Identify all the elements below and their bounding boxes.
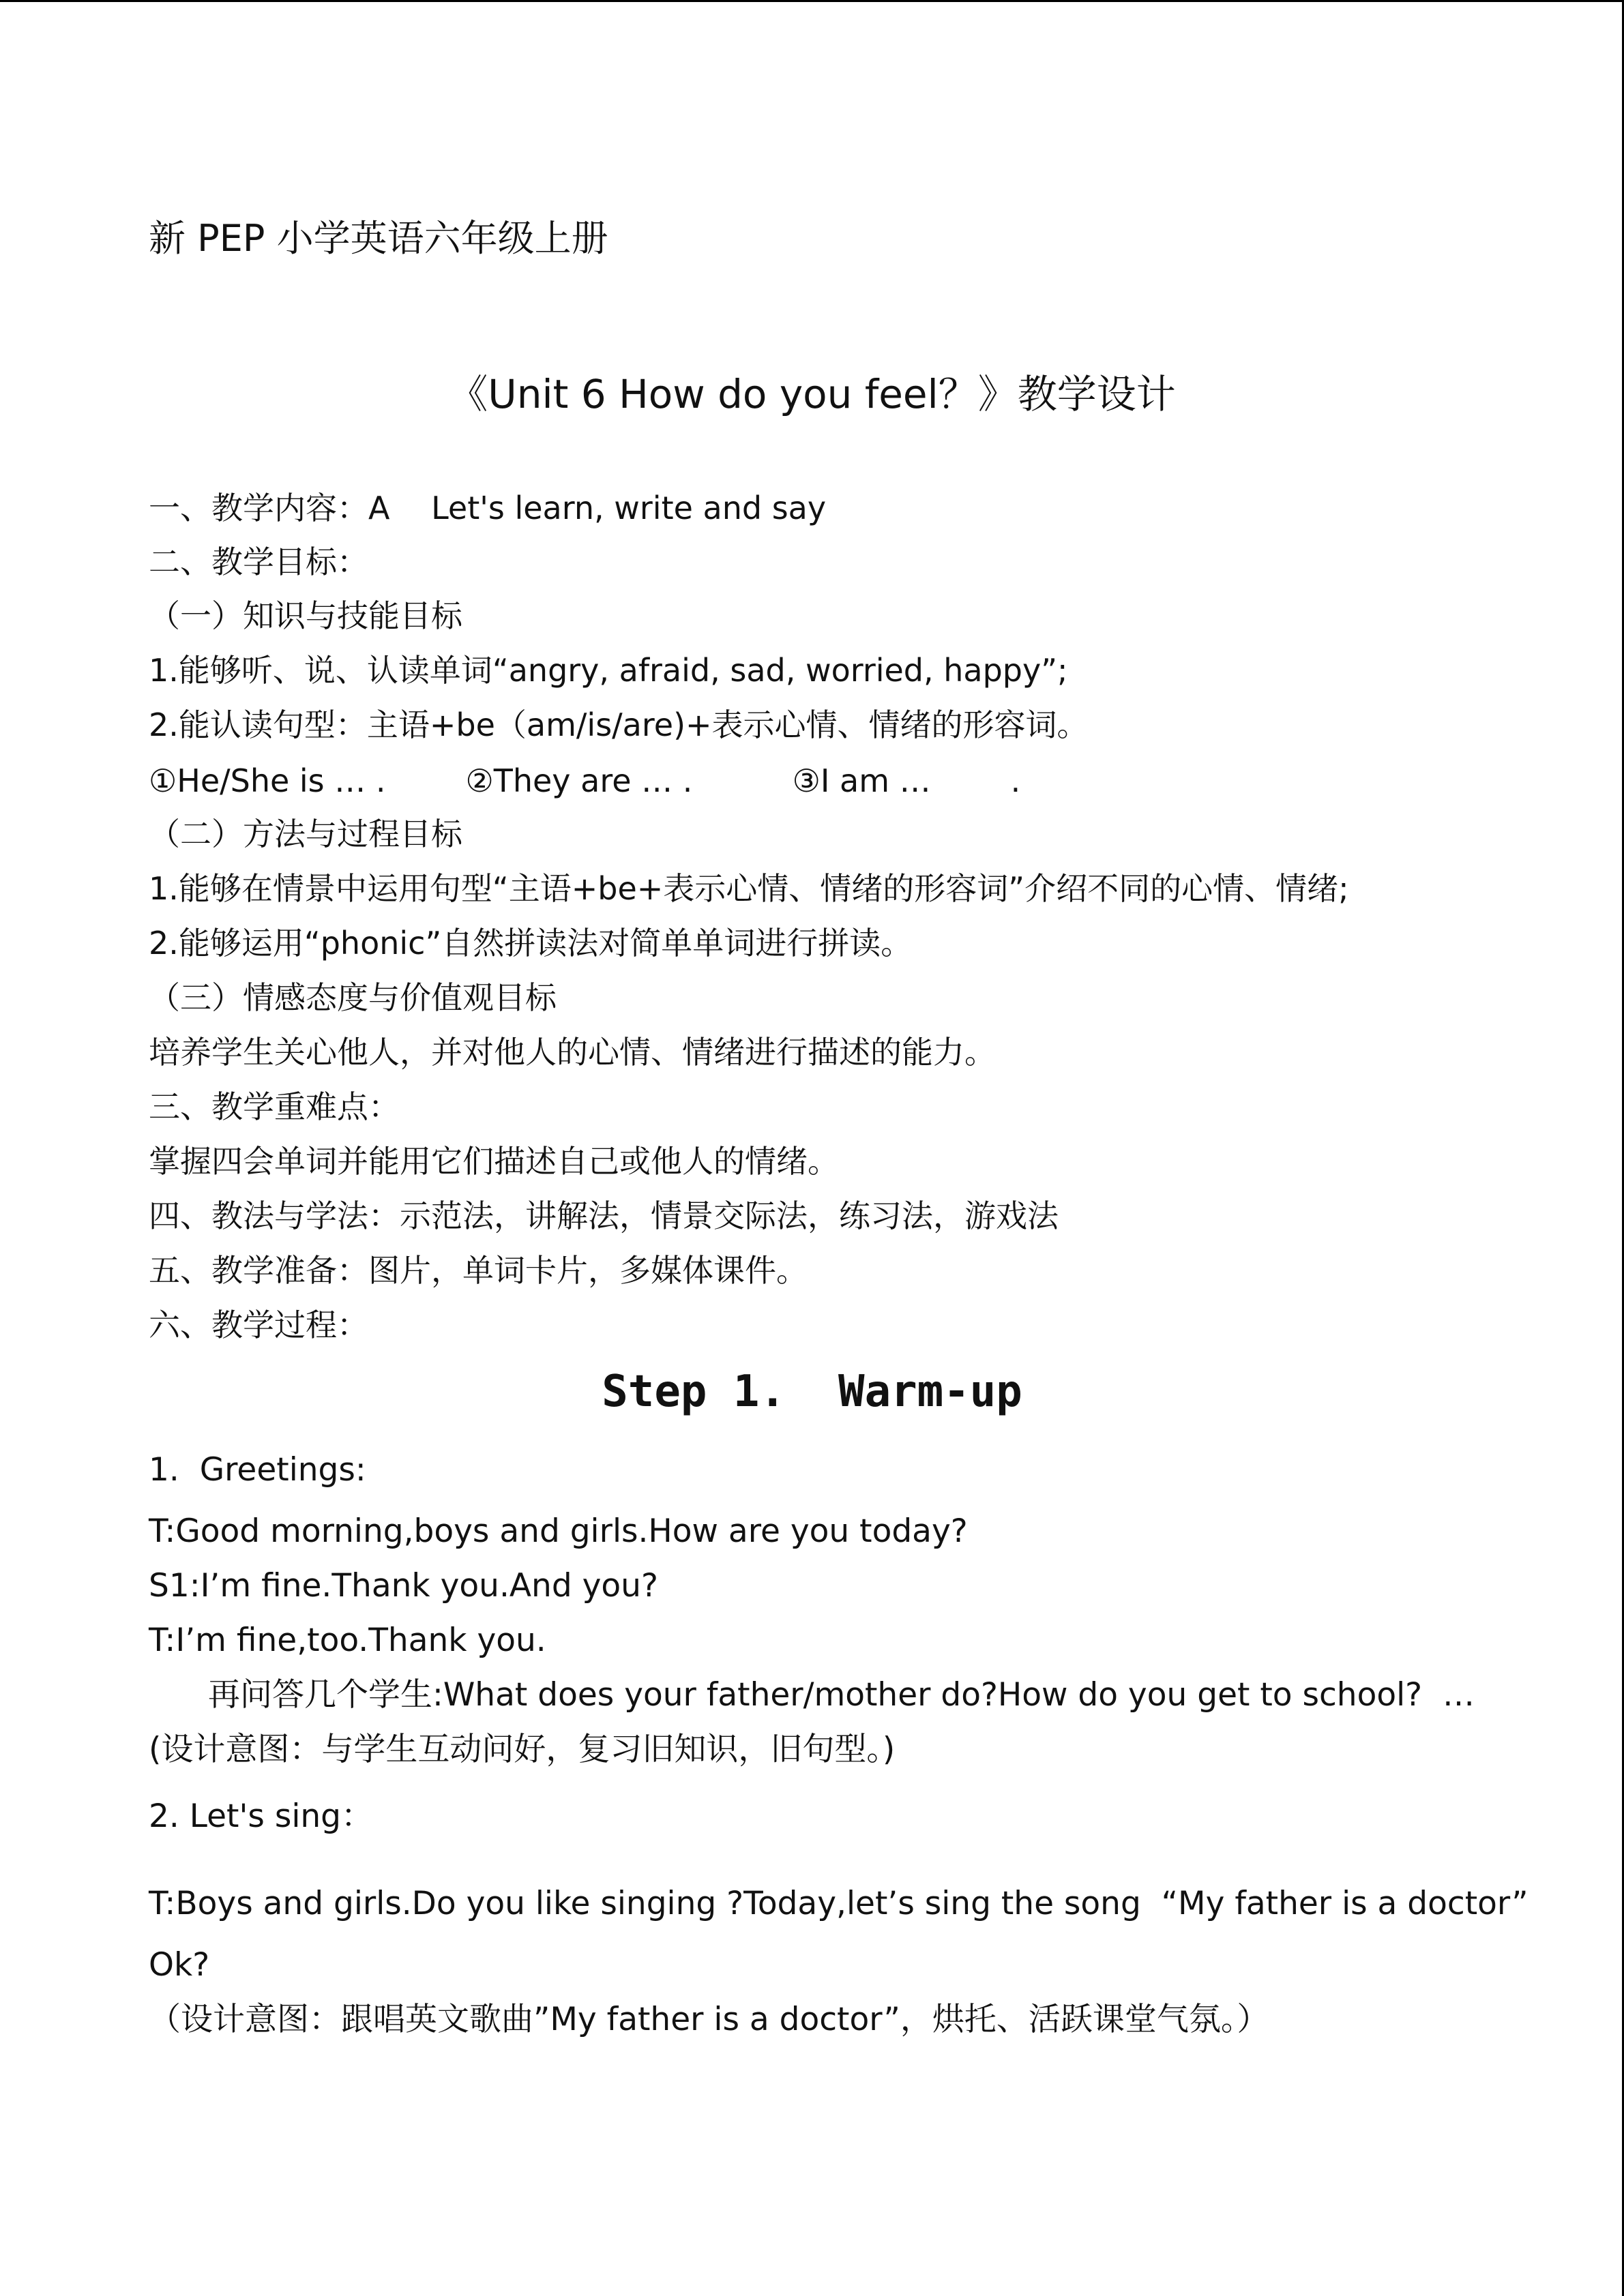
goals-heading: 二、教学目标： <box>149 543 368 580</box>
knowledge-item-2: 2.能认读句型：主语+be（am/is/are)+表示心情、情绪的形容词。 <box>149 706 1089 743</box>
step-1-heading: Step 1. Warm-up <box>602 1367 1022 1417</box>
design-intent-2: （设计意图：跟唱英文歌曲”My father is a doctor”，烘托、活跃课堂气氛。） <box>149 2001 1269 2038</box>
document-title: 《Unit 6 How do you feel？》教学设计 <box>448 371 1176 417</box>
sentence-patterns: ①He/She is … . ②They are … . ③I am … . <box>149 762 1021 799</box>
teaching-preparation: 五、教学准备：图片，单词卡片，多媒体课件。 <box>149 1252 808 1289</box>
dialogue-line: T:I’m fine,too.Thank you. <box>149 1622 546 1659</box>
document-header: 新 PEP 小学英语六年级上册 <box>149 217 608 260</box>
page-top-border <box>0 0 1624 2</box>
method-heading: （二）方法与过程目标 <box>149 816 462 852</box>
design-intent-1: (设计意图：与学生互动问好，复习旧知识，旧句型。) <box>149 1731 896 1768</box>
follow-up-questions: 再问答几个学生:What does your father/mother do?How do you get to school? … <box>208 1676 1475 1714</box>
method-item-1: 1.能够在情景中运用句型“主语+be+表示心情、情绪的形容词”介绍不同的心情、情绪; <box>149 870 1349 907</box>
key-points-heading: 三、教学重难点： <box>149 1088 400 1125</box>
dialogue-line: S1:I’m fine.Thank you.And you? <box>149 1567 658 1605</box>
sing-instruction: T:Boys and girls.Do you like singing ?Today,let’s sing the song “My father is a doctor” <box>149 1885 1529 1922</box>
sing-label: 2. Let's sing： <box>149 1798 373 1835</box>
key-points-text: 掌握四会单词并能用它们描述自己或他人的情绪。 <box>149 1143 839 1180</box>
process-heading: 六、教学过程： <box>149 1307 368 1343</box>
sing-instruction-cont: Ok? <box>149 1946 210 1984</box>
dialogue-line: T:Good morning,boys and girls.How are you today? <box>149 1512 968 1550</box>
knowledge-heading: （一）知识与技能目标 <box>149 597 462 634</box>
emotion-text: 培养学生关心他人，并对他人的心情、情绪进行描述的能力。 <box>149 1034 996 1071</box>
emotion-heading: （三）情感态度与价值观目标 <box>149 979 557 1016</box>
knowledge-item-1: 1.能够听、说、认读单词“angry, afraid, sad, worried, happy”; <box>149 652 1068 689</box>
teaching-content: 一、教学内容：A Let's learn, write and say <box>149 490 827 526</box>
greetings-label: 1. Greetings: <box>149 1451 366 1489</box>
teaching-methods: 四、教法与学法：示范法，讲解法，情景交际法，练习法，游戏法 <box>149 1197 1059 1234</box>
method-item-2: 2.能够运用“phonic”自然拼读法对简单单词进行拼读。 <box>149 925 913 961</box>
